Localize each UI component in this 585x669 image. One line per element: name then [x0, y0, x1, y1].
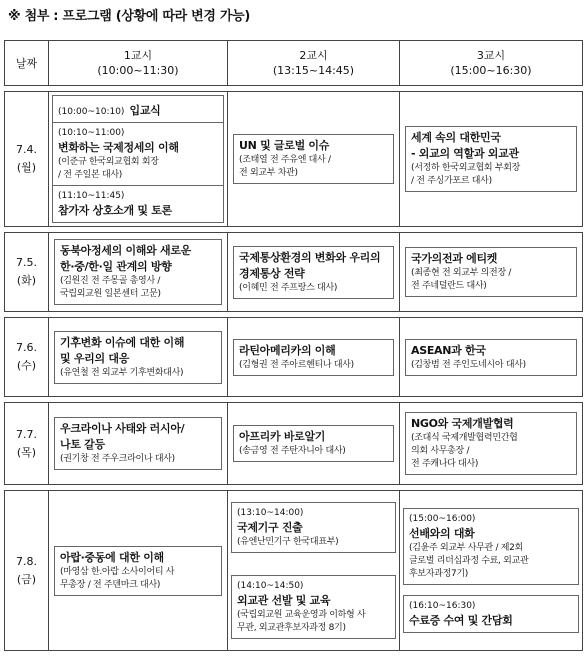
- session-2-cell: [228, 318, 400, 397]
- session-block: 국제통상환경의 변화와 우리의 경제통상 전략 (이혜민 전 주프랑스 대사): [233, 246, 394, 299]
- session-block: 기후변화 이슈에 대한 이해 및 우리의 대응 (유연철 전 외교부 기후변화대사): [54, 331, 222, 384]
- session-3-cell: [400, 233, 583, 312]
- session-block: (13:10~14:00) 국제기구 진출 (유엔난민기구 한국대표부): [231, 502, 396, 553]
- header-row: [5, 41, 583, 86]
- session-1-cell: [49, 233, 228, 312]
- session-block: 동북아정세의 이해와 새로운 한·중/한·일 관계의 방향 (김원진 전 주몽골 총영사 / 국립외교원 일본센터 고문): [54, 239, 222, 305]
- day-row-0706: [5, 318, 583, 397]
- header-session-3: 3교시 (15:00~16:30): [400, 41, 583, 86]
- session-block: UN 및 글로벌 이슈 (조태열 전 주유엔 대사 / 전 외교부 차관): [233, 134, 394, 184]
- session-2-cell: [228, 491, 400, 651]
- header-session-2: 2교시 (13:15~14:45): [228, 41, 400, 86]
- session-1-cell: [49, 318, 228, 397]
- day-row-0705: [5, 233, 583, 312]
- session-block: (14:10~14:50) 외교관 선발 및 교육 (국립외교원 교육운영과 이하형 사 무관, 외교관후보자과정 8기): [231, 575, 396, 639]
- day-row-0708: [5, 491, 583, 651]
- session-1-cell: [49, 92, 228, 227]
- session-block: ASEAN과 한국 (김창범 전 주인도네시아 대사): [405, 339, 577, 376]
- session-block: 라틴아메리카의 이해 (김형권 전 주아르헨티나 대사): [233, 339, 394, 376]
- session-1-cell: [49, 491, 228, 651]
- date-cell: 7.6. (수): [5, 318, 49, 397]
- header-session-1: 1교시 (10:00~11:30): [49, 41, 228, 86]
- page-title: ※ 첨부 : 프로그램 (상황에 따라 변경 가능): [8, 9, 250, 24]
- session-3-cell: [400, 403, 583, 485]
- session-block: (15:00~16:00) 선배와의 대화 (김윤주 외교부 사무관 / 제2회 글로벌 리더십과정 수료, 외교관 후보자과정7기): [403, 508, 579, 585]
- date-cell: 7.4. (월): [5, 92, 49, 227]
- session-2-cell: [228, 233, 400, 312]
- session-block: (11:10~11:45) 참가자 상호소개 및 토론: [52, 186, 224, 223]
- date-cell: 7.7. (목): [5, 403, 49, 485]
- session-block: 아프리카 바로알기 (송금영 전 주탄자니아 대사): [233, 425, 394, 462]
- session-2-cell: [228, 92, 400, 227]
- day-row-0707: [5, 403, 583, 485]
- header-date: 날짜: [5, 41, 49, 86]
- session-block: 우크라이나 사태와 러시아/ 나토 갈등 (권기창 전 주우크라이나 대사): [54, 417, 222, 470]
- session-block: (10:00~10:10) 입교식: [52, 95, 224, 123]
- session-block: 세계 속의 대한민국 - 외교의 역할과 외교관 (서정하 한국외교협회 부회장 / 전 주싱가포르 대사): [405, 126, 577, 192]
- session-block: NGO와 국제개발협력 (조대식 국제개발협력민간협 의회 사무총장 / 전 주캐나다 대사): [405, 412, 577, 475]
- session-3-cell: [400, 92, 583, 227]
- day-row-0704: [5, 92, 583, 227]
- session-2-cell: [228, 403, 400, 485]
- session-block: 국가의전과 에티켓 (최종현 전 외교부 의전장 / 전 주네덜란드 대사): [405, 247, 577, 297]
- session-3-cell: [400, 491, 583, 651]
- session-block: (16:10~16:30) 수료증 수여 및 간담회: [403, 595, 579, 633]
- session-3-cell: [400, 318, 583, 397]
- session-block: 아랍·중동에 대한 이해 (마영삼 한.아랍 소사이어티 사 무총장 / 전 주덴마크 대사): [54, 546, 222, 596]
- date-cell: 7.5. (화): [5, 233, 49, 312]
- program-table: [4, 40, 583, 651]
- session-1-cell: [49, 403, 228, 485]
- date-cell: 7.8. (금): [5, 491, 49, 651]
- session-block: (10:10~11:00) 변화하는 국제정세의 이해 (이준규 한국외교협회 회장 / 전 주일본 대사): [52, 123, 224, 186]
